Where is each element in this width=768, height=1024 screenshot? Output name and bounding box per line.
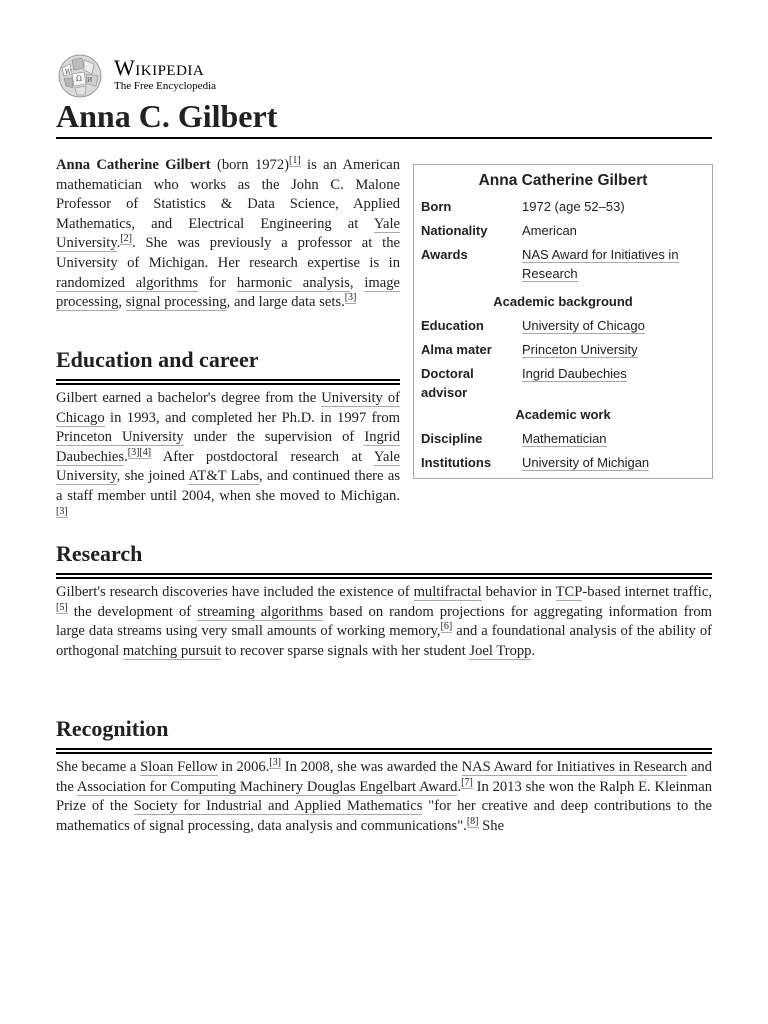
text: , <box>118 294 126 311</box>
link-matching-pursuit[interactable]: matching pursuit <box>122 642 222 659</box>
svg-text:И: И <box>87 77 93 84</box>
heading-rule <box>56 577 712 579</box>
citation[interactable] <box>128 447 140 459</box>
citation[interactable] <box>269 757 281 769</box>
citation[interactable] <box>441 621 453 633</box>
citation[interactable] <box>345 292 357 304</box>
heading-education-and-career <box>56 346 400 381</box>
citation-link[interactable]: [3] <box>269 757 282 768</box>
infobox-title: Anna Catherine Gilbert <box>478 172 648 189</box>
text: , and continued there as a staff member until 2004, when she moved to Michigan. <box>56 468 401 504</box>
text: In 2008, she was awarded the <box>281 759 462 775</box>
text: is an American mathematician who works as the John C. Malone Professor of Statistics & Data Science, Applied Mathematics, and Electrical Engineering at <box>56 157 400 232</box>
citation[interactable] <box>139 447 151 459</box>
text: , and large data sets. <box>226 294 345 311</box>
text: , <box>349 274 365 291</box>
infobox-label: Awards <box>421 247 468 262</box>
link-university-of-michigan[interactable]: University of Michigan <box>522 455 650 470</box>
text: , she joined <box>116 468 189 485</box>
text: . <box>457 778 462 795</box>
link-image-processing[interactable]: image processing <box>56 274 400 311</box>
heading-research <box>56 540 712 575</box>
text: She became a <box>56 759 141 775</box>
citation-link[interactable]: [3] <box>56 505 68 517</box>
intro-paragraph <box>56 156 400 313</box>
infobox-value <box>522 453 702 472</box>
infobox-label: Alma mater <box>421 342 492 357</box>
heading-text: Education and career <box>56 347 259 372</box>
education-paragraph <box>56 389 400 526</box>
citation-link[interactable]: [1] <box>289 155 301 166</box>
logo-tagline: The Free Encyclopedia <box>114 80 217 92</box>
svg-text:Ω: Ω <box>76 75 82 83</box>
text: After postdoctoral research at <box>151 448 374 465</box>
link-joel-tropp[interactable]: Joel Tropp <box>469 642 532 659</box>
wikipedia-wordmark <box>114 57 294 93</box>
citation[interactable] <box>289 155 301 167</box>
link-princeton-university[interactable]: Princeton University <box>56 429 184 446</box>
link-harmonic-analysis[interactable]: harmonic analysis <box>236 274 350 291</box>
link-nas-award[interactable]: NAS Award for Initiatives in Research <box>461 759 688 775</box>
text: behavior in <box>481 584 556 600</box>
infobox-value: American <box>522 223 577 238</box>
infobox-value <box>522 429 702 448</box>
text: (born 1972) <box>210 157 289 173</box>
link-princeton-university[interactable]: Princeton University <box>522 342 638 357</box>
infobox-section-academic-work: Academic work <box>515 407 611 422</box>
infobox-label: Doctoral advisor <box>421 366 474 400</box>
citation[interactable] <box>461 777 473 789</box>
link-mathematician[interactable]: Mathematician <box>522 431 607 446</box>
citation-link[interactable]: [2] <box>120 233 132 245</box>
text: for <box>198 274 237 291</box>
citation[interactable] <box>56 506 68 518</box>
heading-text: Recognition <box>56 716 169 741</box>
text: . She was previously a professor at the University of Michigan. Her research expertise is in <box>56 235 400 271</box>
link-sloan-fellow[interactable]: Sloan Fellow <box>140 759 218 775</box>
infobox <box>413 164 713 479</box>
infobox-label: Institutions <box>421 455 492 470</box>
link-tcp[interactable]: TCP <box>555 584 583 600</box>
citation[interactable] <box>56 602 68 614</box>
text: in 2006. <box>217 759 270 775</box>
infobox-value <box>522 245 702 283</box>
recognition-paragraph <box>56 758 712 836</box>
svg-text:W: W <box>65 69 72 76</box>
citation-link[interactable]: [4] <box>139 446 152 458</box>
citation-link[interactable]: [6] <box>440 621 453 633</box>
text: Gilbert earned a bachelor's degree from the <box>56 390 322 406</box>
text: under the supervision of <box>183 429 365 446</box>
infobox-value: 1972 (age 52–53) <box>522 199 625 214</box>
infobox-section-academic-background: Academic background <box>493 294 633 309</box>
infobox-value <box>522 364 702 383</box>
citation-link[interactable]: [3] <box>344 292 357 304</box>
citation[interactable] <box>467 816 479 828</box>
link-signal-processing[interactable]: signal processing <box>125 294 227 311</box>
text: . <box>531 642 536 659</box>
citation-link[interactable]: [8] <box>466 815 479 827</box>
infobox-value <box>522 340 702 359</box>
text: based on random projections for aggregating information from large data streams using very small amounts of working memory, <box>56 603 712 640</box>
citation-link[interactable]: [7] <box>461 776 473 788</box>
link-att-labs[interactable]: AT&T Labs <box>188 468 260 485</box>
link-yale-university[interactable]: Yale University <box>56 215 400 252</box>
wikipedia-globe-icon <box>56 54 104 98</box>
heading-recognition <box>56 715 712 750</box>
link-yale-university[interactable]: Yale University <box>56 448 400 485</box>
text: She <box>478 817 505 834</box>
text: and a foundational analysis of the ability of orthogonal <box>56 623 712 659</box>
infobox-label: Discipline <box>421 431 483 446</box>
link-ingrid-daubechies[interactable]: Ingrid Daubechies <box>56 429 400 465</box>
infobox-label: Nationality <box>421 223 488 238</box>
link-siam[interactable]: Society for Industrial and Applied Mathematics <box>133 798 423 815</box>
citation-link[interactable]: [3] <box>127 446 140 458</box>
heading-text: Research <box>56 541 143 566</box>
infobox-label: Born <box>421 199 452 214</box>
heading-rule <box>56 383 400 385</box>
text: Gilbert's research discoveries have included the existence of <box>56 584 414 600</box>
link-streaming-algorithms[interactable]: streaming algorithms <box>197 603 324 620</box>
text: . <box>116 235 121 252</box>
link-multifractal[interactable]: multifractal <box>413 584 482 600</box>
logo-title: Wikipedia <box>114 55 205 80</box>
link-ingrid-daubechies[interactable]: Ingrid Daubechies <box>522 366 627 381</box>
text: "for her creative and deep contributions to the mathematics of signal processing, data analysis and communications". <box>56 798 712 834</box>
infobox-value <box>522 316 702 335</box>
text: and the <box>56 759 713 795</box>
heading-rule <box>56 752 712 754</box>
page-title: Anna C. Gilbert <box>56 96 712 139</box>
link-randomized-algorithms[interactable]: randomized algorithms <box>56 274 199 291</box>
subject-name: Anna Catherine Gilbert <box>56 157 211 173</box>
citation-link[interactable]: [5] <box>56 601 68 613</box>
link-university-of-chicago[interactable]: University of Chicago <box>522 318 645 333</box>
text: in 1993, and completed her Ph.D. in 1997 from <box>104 409 400 426</box>
research-paragraph <box>56 583 712 661</box>
citation[interactable] <box>120 233 132 245</box>
text: In 2013 she won the Ralph E. Kleinman Prize of the <box>56 778 713 815</box>
infobox-label: Education <box>421 318 484 333</box>
link-acm-engelbart-award[interactable]: Association for Computing Machinery Douglas Engelbart Award <box>76 778 458 795</box>
text: -based internet traffic, <box>582 584 712 600</box>
text: . <box>124 448 128 465</box>
link-nas-award[interactable]: NAS Award for Initiatives in Research <box>522 247 679 281</box>
text: the development of <box>67 603 198 620</box>
link-university-of-chicago[interactable]: University of Chicago <box>56 390 400 426</box>
text: to recover sparse signals with her student <box>221 642 470 659</box>
